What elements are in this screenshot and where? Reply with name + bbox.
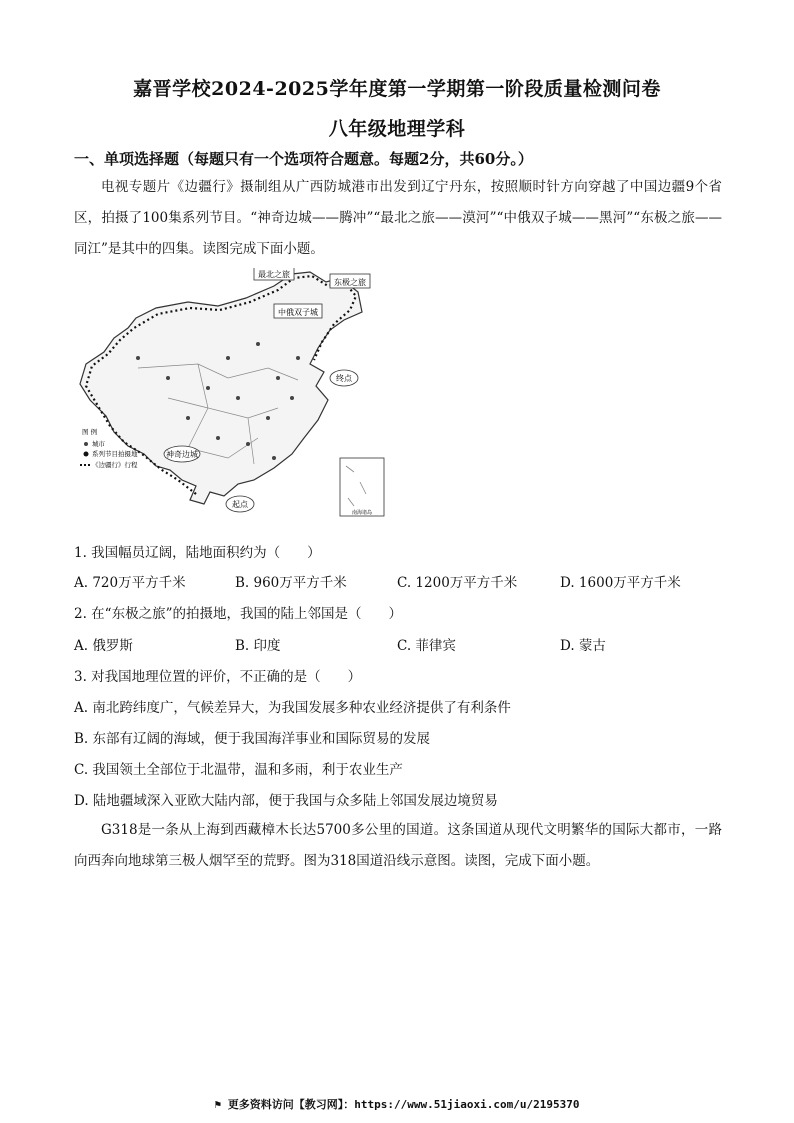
question-2-stem: 2. 在“东极之旅”的拍摄地，我国的陆上邻国是（ ） [74, 606, 402, 622]
passage-1: 电视专题片《边疆行》摄制组从广西防城港市出发到辽宁丹东，按照顺时针方向穿越了中国边疆9个省区，拍摄了100集系列节目。“神奇边城——腾冲”“最北之旅——漠河”“中俄双子城——黑河”“东极之旅——同江”是其中的四集。读图完成下面小题。 [74, 179, 722, 257]
footer-link[interactable]: 更多资料访问【教习网】：https://www.51jiaoxi.com/u/2195370 [227, 1098, 580, 1111]
china-border-map [78, 268, 396, 518]
footer[interactable] [0, 1096, 794, 1112]
flag-icon: ⚑ [214, 1098, 228, 1111]
q2-option-b: B. 印度 [235, 638, 281, 654]
section-heading: 一、单项选择题（每题只有一个选项符合题意。每题2分，共60分。） [74, 150, 533, 168]
page-title: 嘉晋学校2024-2025学年度第一学期第一阶段质量检测问卷 [133, 78, 661, 100]
q2-option-a: A. 俄罗斯 [74, 638, 133, 654]
map-svg [78, 268, 396, 518]
label-twin-city: 中俄双子城 [278, 308, 318, 317]
q3-option-a: A. 南北跨纬度广，气候差异大，为我国发展多种农业经济提供了有利条件 [74, 700, 511, 716]
page-subtitle: 八年级地理学科 [328, 118, 466, 140]
q2-option-d: D. 蒙古 [560, 638, 606, 654]
q1-option-d: D. 1600万平方千米 [560, 575, 681, 591]
legend-item-city: 城市 [92, 440, 105, 448]
label-east: 东极之旅 [334, 278, 366, 287]
label-north: 最北之旅 [258, 270, 290, 279]
label-start: 起点 [232, 500, 248, 509]
passage-2: G318是一条从上海到西藏樟木长达5700多公里的国道。这条国道从现代文明繁华的国际大都市，一路向西奔向地球第三极人烟罕至的荒野。图为318国道沿线示意图。读图，完成下面小题。 [74, 822, 722, 869]
q1-option-c: C. 1200万平方千米 [397, 575, 518, 591]
label-border-city: 神奇边城 [166, 450, 198, 459]
label-end: 终点 [336, 374, 352, 383]
question-1-stem: 1. 我国幅员辽阔，陆地面积约为（ ） [74, 545, 321, 561]
q2-option-c: C. 菲律宾 [397, 638, 456, 654]
q3-option-b: B. 东部有辽阔的海域，便于我国海洋事业和国际贸易的发展 [74, 731, 431, 747]
question-3-stem: 3. 对我国地理位置的评价，不正确的是（ ） [74, 669, 362, 685]
legend-item-route: 《边疆行》行程 [92, 461, 138, 469]
legend-title: 图 例 [82, 428, 98, 436]
q3-option-d: D. 陆地疆域深入亚欧大陆内部，便于我国与众多陆上邻国发展边境贸易 [74, 793, 498, 809]
q1-option-b: B. 960万平方千米 [235, 575, 347, 591]
q3-option-c: C. 我国领土全部位于北温带，温和多雨，利于农业生产 [74, 762, 403, 778]
inset-label: 南海诸岛 [351, 510, 373, 516]
q1-option-a: A. 720万平方千米 [74, 575, 186, 591]
legend-item-site: 系列节目拍摄地 [92, 450, 138, 458]
